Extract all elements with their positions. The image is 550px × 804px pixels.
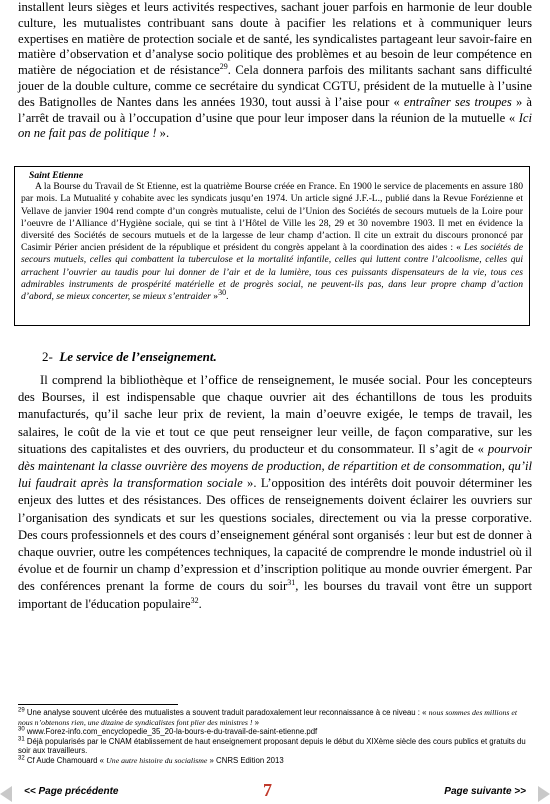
footnote-number: 30 bbox=[18, 726, 25, 733]
footnote-29 bbox=[18, 708, 532, 727]
section-heading bbox=[42, 349, 217, 365]
text-run: Une analyse souvent ulcérée des mutualistes a souvent traduit paradoxalement leur reconnaissance à ce niveau : « bbox=[24, 708, 429, 717]
footnote-ref-29[interactable]: 29 bbox=[219, 62, 228, 71]
italic-quote: pourvoir dès maintenant la classe ouvrière des moyens de production, de répartition et de consommation, qu’il lui faudrait après la transformation sociale bbox=[18, 441, 532, 491]
footnote-ref-32[interactable]: 32 bbox=[190, 595, 199, 605]
text-run: » à l’arrêt de travail ou à l’occupation d’usine que pour leur imposer dans la réunion de la mutuelle « bbox=[18, 94, 532, 125]
text-run: . bbox=[198, 596, 202, 611]
footnote-32 bbox=[18, 756, 532, 766]
arrow-left-icon[interactable] bbox=[0, 786, 12, 802]
footnote-ref-30[interactable]: 30 bbox=[218, 287, 227, 297]
footnote-31 bbox=[18, 737, 532, 756]
italic-quote: nous sommes des millions et nous n’obtenons rien, une dizaine de syndicalistes font plier des ministres ! bbox=[18, 708, 518, 727]
section-number: 2- bbox=[42, 349, 53, 364]
saint-etienne-box bbox=[14, 166, 530, 326]
arrow-right-icon[interactable] bbox=[538, 786, 550, 802]
text-run: installent leurs sièges et leurs activités respectives, sachant jouer parfois en harmonie de leur double culture, les mutualistes contribuant sans doute à pacifier les relations et à communiquer leurs expertises en matière de protection sociale et de santé, les syndicalistes partageant leur savoir-faire en matière d’observation et d’analyse socio politique des problèmes et au besoin de leur compétence en matière de négociation et de résistance bbox=[18, 0, 532, 78]
box-title: Saint Etienne bbox=[29, 170, 84, 181]
text-run: » bbox=[210, 291, 219, 303]
section-title: Le service de l’enseignement. bbox=[59, 349, 217, 364]
text-run: . Cela donnera parfois des militants sachant sans difficulté jouer de la double culture, comme ce secrétaire du syndicat CGTU, président de la mutuelle à l’usine des Batignolles de Nantes dans les années 1930, tout aussi à l’aise pour « bbox=[18, 63, 532, 109]
italic-quote: Une autre histoire du socialisme bbox=[106, 755, 208, 765]
previous-page-link[interactable]: << Page précédente bbox=[24, 786, 119, 797]
footnote-number: 32 bbox=[18, 755, 25, 762]
footnote-number: 29 bbox=[18, 707, 25, 714]
text-run: Déjà popularisés par le CNAM établissement de haut enseignement proposant depuis le début du XIXème siècle des cours publics et gratuits du soir aux travailleurs. bbox=[18, 736, 526, 756]
text-run: www.Forez-info.com_encyclopedie_35_20-la-bours-e-du-travail-de-saint-etienne.pdf bbox=[24, 727, 318, 737]
footnote-number: 31 bbox=[18, 736, 25, 743]
footnote-30 bbox=[18, 727, 532, 737]
text-run: Cf Aude Chamouard « bbox=[24, 755, 107, 765]
next-page-link[interactable]: Page suivante >> bbox=[444, 786, 526, 797]
footnote-ref-31[interactable]: 31 bbox=[287, 578, 296, 588]
text-run: A la Bourse du Travail de St Etienne, est la quatrième Bourse créée en France. En 1900 le service de placements en assure 180 par mois. La Mutualité y cohabite avec les syndicats jusqu’en 1974. Un article signé J.F.-L., publié dans la Revue Forézienne et Vellave de janvier 1904 rend compte d’un congrès mutualiste, celui de l’Union des Sociétés de secours mutuels de la Loire pour l’oeuvre de l’Alliance d’Hygiène sociale, qui se tint à l’Hôtel de Ville les 28, 29 et 30 novembre 1903. Il met en évidence la diversité des Sociétés de secours mutuels et de la largesse de leur champ d’action. Il cite un extrait du discours prononcé par Casimir Périer ancien président de la république et président du congrès appelant à la coordination des aides : « bbox=[21, 181, 523, 254]
box-text bbox=[21, 181, 523, 303]
paragraph-mutualists bbox=[18, 0, 532, 142]
text-run: » bbox=[252, 717, 259, 727]
text-run: Il comprend la bibliothèque et l’office de renseignement, le musée social. Pour les concepteurs des Bourses, il est indispensable que chaque ouvrier ait des échantillons de tous les produits manufacturés, qu’il sache leur prix de revient, la main d’oeuvre exigée, le temps de travail, les salaires, le coût de la vie et tout ce que peut renseigner leur veille, de façon comparative, sur les situations des capitalistes et des ouvriers, du producteur et du consommateur. Il s’agit de « bbox=[18, 373, 532, 456]
page-number: 7 bbox=[263, 780, 272, 800]
text-run: . bbox=[226, 291, 229, 303]
italic-quote: entraîner ses troupes bbox=[403, 94, 512, 109]
text-run: ». bbox=[156, 126, 170, 141]
text-run: ». L’opposition des intérêts doit pouvoir déterminer les enjeux des luttes et des résistances. Des offices de renseignements doivent éclairer les ouvriers sur l’organisation des syndicats et sur les questions sociales, directement ou via la presse corporative. Des cours professionnels et des cours d’enseignement général sont organisés : leur but est de donner à chaque ouvrier, outre les compétences techniques, la capacité de comprendre le monde industriel où il évolue et de fournir un champ d’expression et d’inscription politique au monde ouvrier émergent. Par des conférences prenant la forme de cours du soir bbox=[18, 476, 532, 594]
text-run: » CNRS Edition 2013 bbox=[207, 755, 284, 765]
italic-quote: Ici on ne fait pas de politique ! bbox=[18, 110, 532, 141]
text-run: , les bourses du travail vont être un support important de l'éducation populaire bbox=[18, 579, 532, 611]
italic-quote: Les sociétés de secours mutuels, celles qui combattent la tuberculose et la mortalité infantile, celles qui luttent contre l’alcoolisme, celles qui arrachent l’ouvrier au taudis pour lui donner de l’air et de la lumière, tous ces puissants dispensateurs de la vie, tous ces admirables instruments de prospérité matérielle et de progrès social, ne peuvent-ils pas, dans leur propre champ d’action d’abord, se mieux concerter, se mieux s’entraider bbox=[21, 242, 523, 303]
footnote-separator bbox=[18, 704, 178, 705]
paragraph-enseignement bbox=[18, 372, 532, 613]
footnotes bbox=[18, 708, 532, 766]
